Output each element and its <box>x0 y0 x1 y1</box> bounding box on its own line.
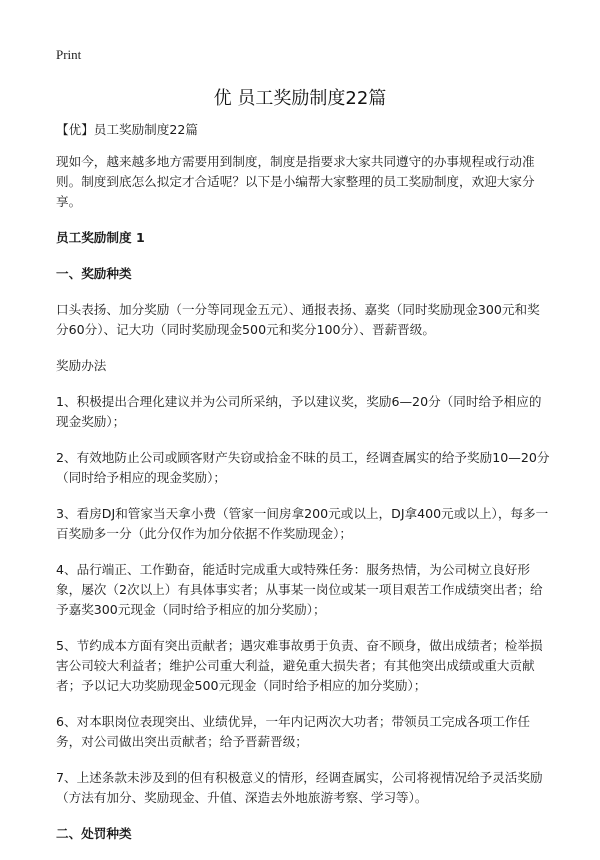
heading-penalty-types: 二、处罚种类 <box>56 826 132 841</box>
article-subtitle: 【优】员工奖励制度22篇 <box>56 122 198 137</box>
list-item: 5、节约成本方面有突出贡献者；遇灾难事故勇于负责、奋不顾身，做出成绩者；检举损害公司较大利益者；维护公司重大利益，避免重大损失者；有其他突出成绩或重大贡献者；予以记大功奖励现金500元现金（同时给予相应的加分奖励）； <box>56 638 543 693</box>
intro-paragraph: 现如今，越来越多地方需要用到制度，制度是指要求大家共同遵守的办事规程或行动准则。制度到底怎么拟定才合适呢？以下是小编帮大家整理的员工奖励制度，欢迎大家分享。 <box>56 154 535 209</box>
methods-label: 奖励办法 <box>56 358 107 373</box>
list-item: 2、有效地防止公司或顾客财产失窃或拾金不昧的员工，经调查属实的给予奖励10—20分（同时给予相应的现金奖励）； <box>56 450 550 485</box>
list-item: 1、积极提出合理化建议并为公司所采纳，予以建议奖，奖励6—20分（同时给予相应的现金奖励）； <box>56 394 542 429</box>
list-item: 3、看房DJ和管家当天拿小费（管家一间房拿200元或以上，DJ拿400元或以上），每多一百奖励多一分（此分仅作为加分依据不作奖励现金）； <box>56 506 549 541</box>
heading-reward-types: 一、奖励种类 <box>56 266 132 281</box>
reward-types-paragraph: 口头表扬、加分奖励（一分等同现金五元）、通报表扬、嘉奖（同时奖励现金300元和奖分60分）、记大功（同时奖励现金500元和奖分100分）、晋薪晋级。 <box>56 302 540 337</box>
list-item: 7、上述条款未涉及到的但有积极意义的情形，经调查属实，公司将视情况给予灵活奖励（方法有加分、奖励现金、升值、深造去外地旅游考察、学习等）。 <box>56 770 543 805</box>
page-title: 优 员工奖励制度22篇 <box>213 88 387 109</box>
list-item: 6、对本职岗位表现突出、业绩优异，一年内记两次大功者；带领员工完成各项工作任务，对公司做出突出贡献者；给予晋薪晋级； <box>56 714 530 749</box>
list-item: 4、品行端正、工作勤奋，能适时完成重大或特殊任务：服务热情，为公司树立良好形象，屡次（2次以上）有具体事实者；从事某一岗位或某一项目艰苦工作成绩突出者；给予嘉奖300元现金（同时给予相应的加分奖励）； <box>56 562 543 617</box>
section-title: 员工奖励制度 1 <box>56 230 145 245</box>
article-body <box>56 120 551 860</box>
print-link[interactable]: Print <box>56 47 82 62</box>
